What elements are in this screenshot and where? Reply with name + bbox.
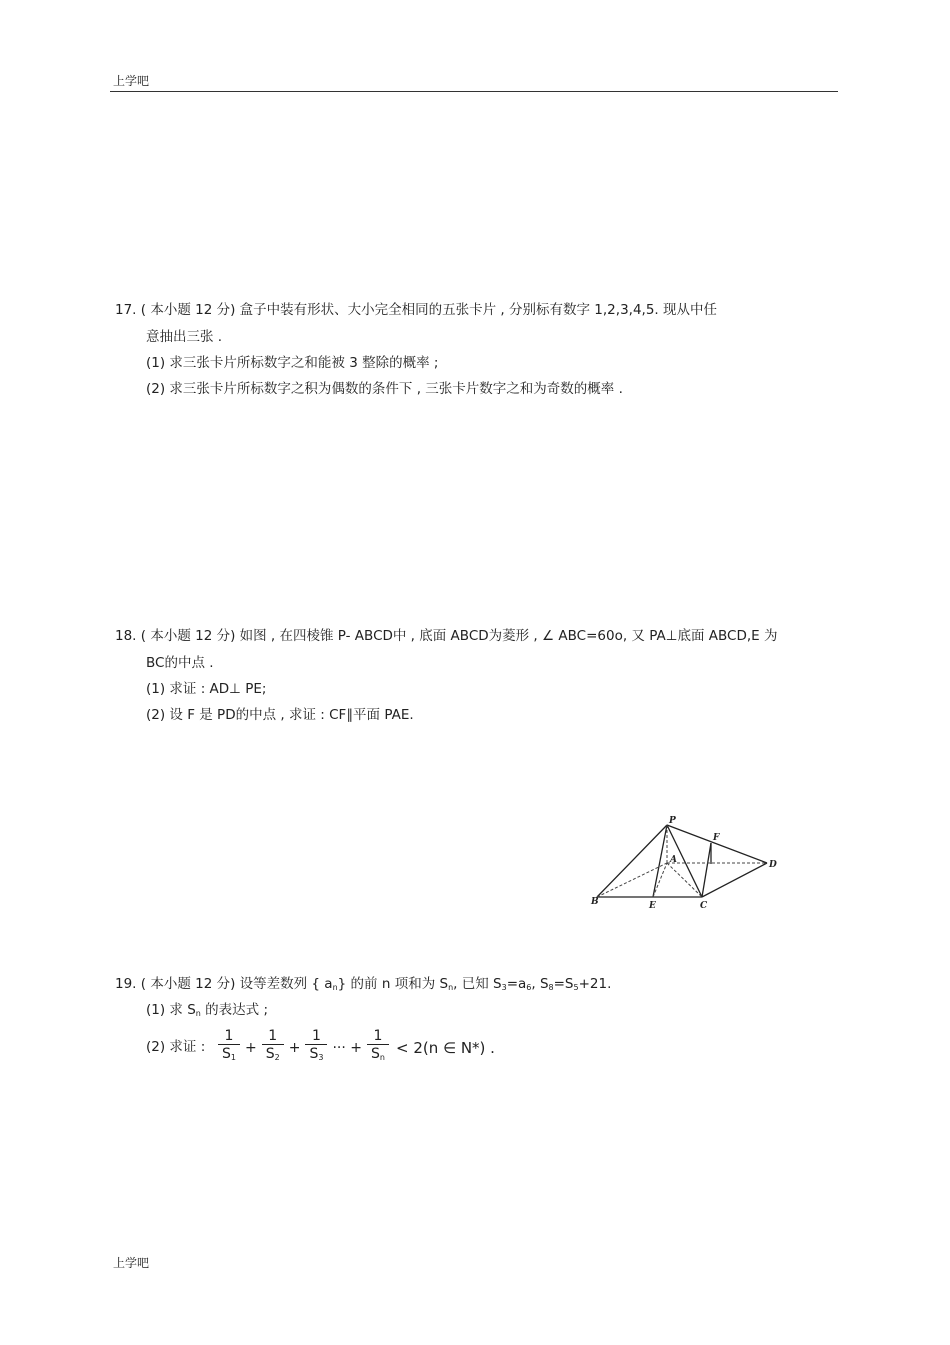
fraction-3: $\frac{1}{S_3}$ bbox=[305, 1028, 327, 1067]
question-17-line1: 17. ( 本小题 12 分) 盒子中装有形状、大小完全相同的五张卡片 , 分别标有数字 1,2,3,4,5. 现从中任 bbox=[115, 302, 717, 318]
label-A: A bbox=[670, 855, 677, 865]
fraction-2: $\frac{1}{S_2}$ bbox=[262, 1028, 284, 1067]
fraction-n: $\frac{1}{S_n}$ bbox=[367, 1028, 389, 1067]
plus-sign: + bbox=[288, 1039, 301, 1056]
edge-CF bbox=[702, 843, 711, 897]
label-C: C bbox=[700, 901, 708, 911]
label-E: E bbox=[649, 901, 656, 911]
edge-CD bbox=[702, 863, 767, 897]
plus-sign: + bbox=[245, 1039, 257, 1056]
question-17-part2: (2) 求三张卡片所标数字之积为偶数的条件下 , 三张卡片数字之和为奇数的概率 . bbox=[146, 381, 623, 397]
edge-PE bbox=[653, 825, 667, 897]
edge-PB bbox=[597, 825, 667, 897]
label-P: P bbox=[669, 816, 676, 826]
question-18-line2: BC的中点 . bbox=[146, 655, 214, 671]
question-19-line1: 19. ( 本小题 12 分) 设等差数列 { $a_n$} 的前 n 项和为 $S_n$, 已知 $S_3=a_6$, $S_8=S_5+21$. bbox=[115, 976, 612, 992]
header-rule bbox=[110, 91, 838, 92]
fraction-1: $\frac{1}{S_1}$ bbox=[218, 1028, 240, 1067]
page-footer: 上学吧 bbox=[113, 1256, 150, 1270]
question-17-part1: (1) 求三张卡片所标数字之和能被 3 整除的概率 ; bbox=[146, 355, 439, 371]
label-D: D bbox=[769, 860, 777, 870]
pyramid-figure bbox=[588, 812, 783, 912]
question-19-part2-label: (2) 求证 : bbox=[146, 1039, 206, 1055]
question-18-line1: 18. ( 本小题 12 分) 如图 , 在四棱锥 P- ABCD中 , 底面 ABCD为菱形 , ∠ ABC=60o, 又 PA⊥底面 ABCD,E 为 bbox=[115, 628, 778, 644]
edge-AE bbox=[653, 863, 667, 897]
question-19-part1: (1) 求 $S_n$ 的表达式 ; bbox=[146, 1002, 268, 1018]
label-F: F bbox=[713, 833, 720, 843]
question-18-part1: (1) 求证 : AD⊥ PE; bbox=[146, 681, 267, 697]
inequality-formula bbox=[215, 1028, 495, 1067]
question-17-line2: 意抽出三张 . bbox=[146, 329, 223, 345]
question-18-part2: (2) 设 F 是 PD的中点 , 求证 : CF∥平面 PAE. bbox=[146, 707, 414, 723]
label-B: B bbox=[591, 897, 599, 907]
page-header: 上学吧 bbox=[113, 74, 150, 88]
inequality-tail: < 2(n ∈ N*) . bbox=[396, 1038, 495, 1057]
edge-AC bbox=[667, 863, 702, 897]
ellipsis-plus: ··· + bbox=[332, 1039, 362, 1056]
